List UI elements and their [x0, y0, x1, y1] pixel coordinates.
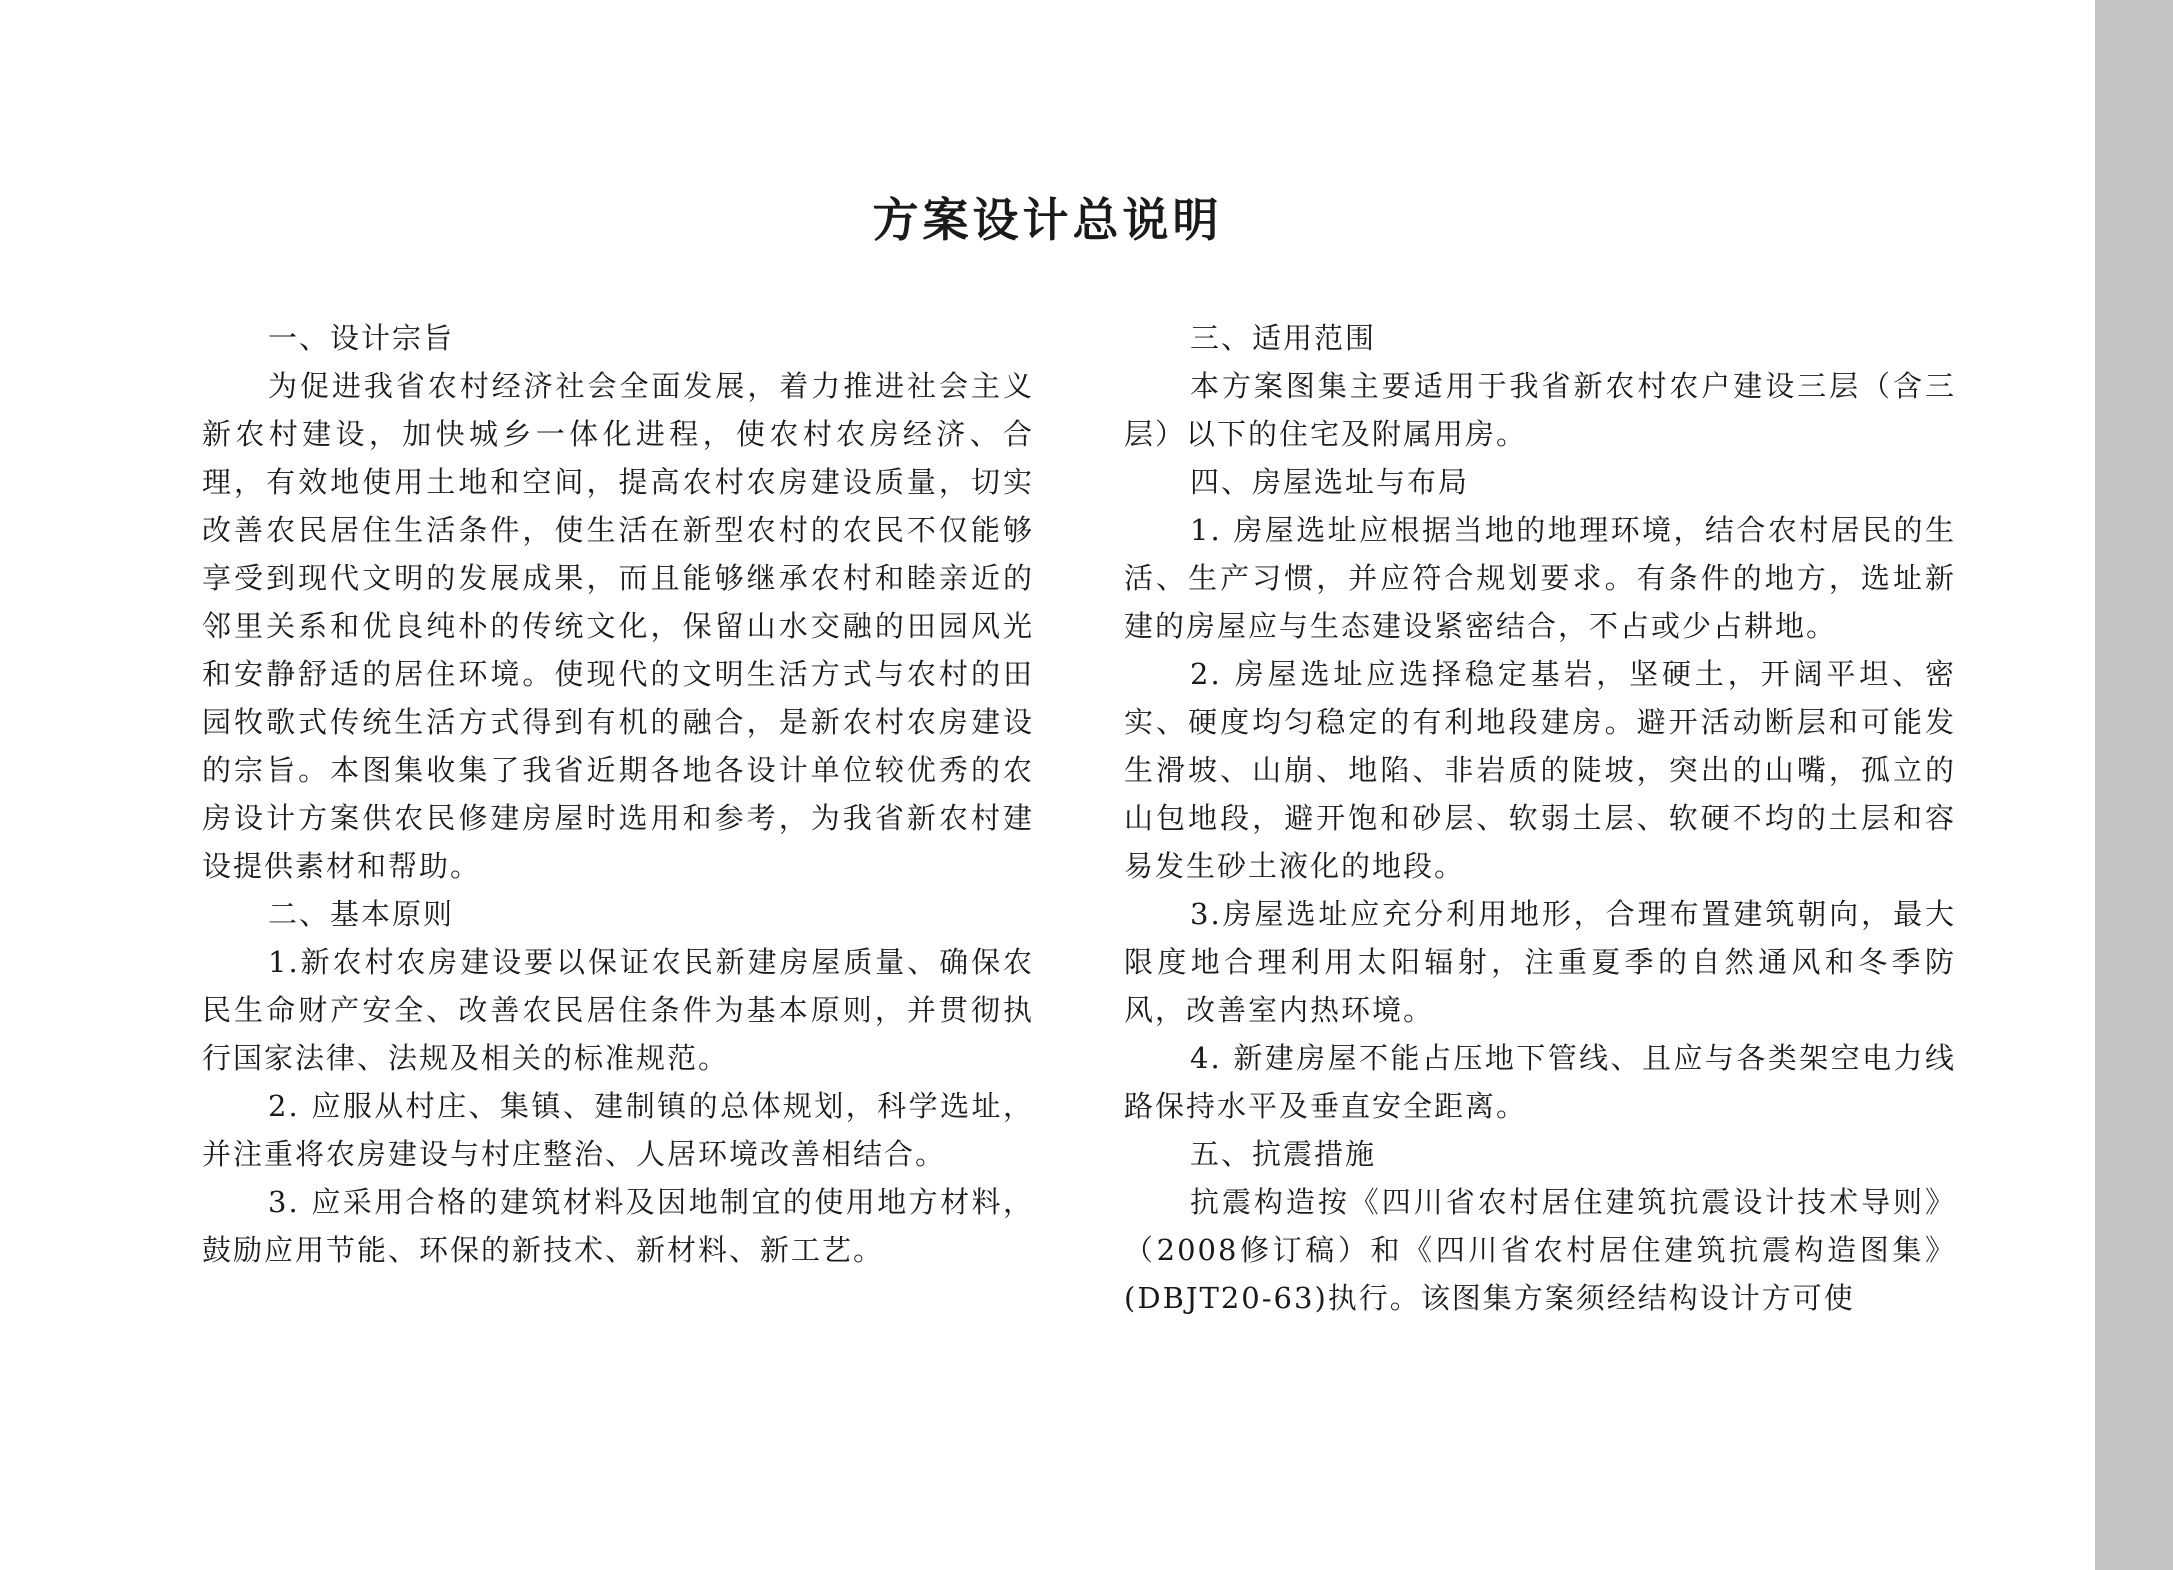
seismic-paragraph: 抗震构造按《四川省农村居住建筑抗震设计技术导则》（2008修订稿）和《四川省农村居住建筑抗震构造图集》(DBJT20-63)执行。该图集方案须经结构设计方可使	[1124, 1185, 1956, 1315]
principle-item-2: 2. 应服从村庄、集镇、建制镇的总体规划，科学选址，并注重将农房建设与村庄整治、人居环境改善相结合。	[202, 1089, 1034, 1171]
section-heading-principles: 二、基本原则	[268, 897, 455, 931]
right-column	[1124, 314, 1956, 1322]
siting-item-2: 2. 房屋选址应选择稳定基岩，坚硬土，开阔平坦、密实、硬度均匀稳定的有利地段建房。避开活动断层和可能发生滑坡、山崩、地陷、非岩质的陡坡，突出的山嘴，孤立的山包地段，避开饱和砂层、软弱土层、软硬不均的土层和容易发生砂土液化的地段。	[1124, 657, 1956, 883]
siting-item-4: 4. 新建房屋不能占压地下管线、且应与各类架空电力线路保持水平及垂直安全距离。	[1124, 1041, 1956, 1123]
left-column	[202, 314, 1034, 1274]
principle-item-1: 1.新农村农房建设要以保证农民新建房屋质量、确保农民生命财产安全、改善农民居住条件为基本原则，并贯彻执行国家法律、法规及相关的标准规范。	[202, 945, 1034, 1075]
section-heading-purpose: 一、设计宗旨	[268, 321, 455, 355]
purpose-paragraph: 为促进我省农村经济社会全面发展，着力推进社会主义新农村建设，加快城乡一体化进程，使农村农房经济、合理，有效地使用土地和空间，提高农村农房建设质量，切实改善农民居住生活条件，使生活在新型农村的农民不仅能够享受到现代文明的发展成果，而且能够继承农村和睦亲近的邻里关系和优良纯朴的传统文化，保留山水交融的田园风光和安静舒适的居住环境。使现代的文明生活方式与农村的田园牧歌式传统生活方式得到有机的融合，是新农村农房建设的宗旨。本图集收集了我省近期各地各设计单位较优秀的农房设计方案供农民修建房屋时选用和参考，为我省新农村建设提供素材和帮助。	[202, 369, 1034, 883]
section-heading-siting: 四、房屋选址与布局	[1190, 465, 1470, 499]
siting-item-1: 1. 房屋选址应根据当地的地理环境，结合农村居民的生活、生产习惯，并应符合规划要求。有条件的地方，选址新建的房屋应与生态建设紧密结合，不占或少占耕地。	[1124, 513, 1956, 643]
section-heading-seismic: 五、抗震措施	[1190, 1137, 1377, 1171]
page-title: 方案设计总说明	[872, 193, 1223, 247]
scope-paragraph: 本方案图集主要适用于我省新农村农户建设三层（含三层）以下的住宅及附属用房。	[1124, 369, 1956, 451]
siting-item-3: 3.房屋选址应充分利用地形，合理布置建筑朝向，最大限度地合理利用太阳辐射，注重夏季的自然通风和冬季防风，改善室内热环境。	[1124, 897, 1956, 1027]
page-edge-strip	[2095, 0, 2173, 1570]
section-heading-scope: 三、适用范围	[1190, 321, 1377, 355]
principle-item-3: 3. 应采用合格的建筑材料及因地制宜的使用地方材料，鼓励应用节能、环保的新技术、新材料、新工艺。	[202, 1185, 1034, 1267]
